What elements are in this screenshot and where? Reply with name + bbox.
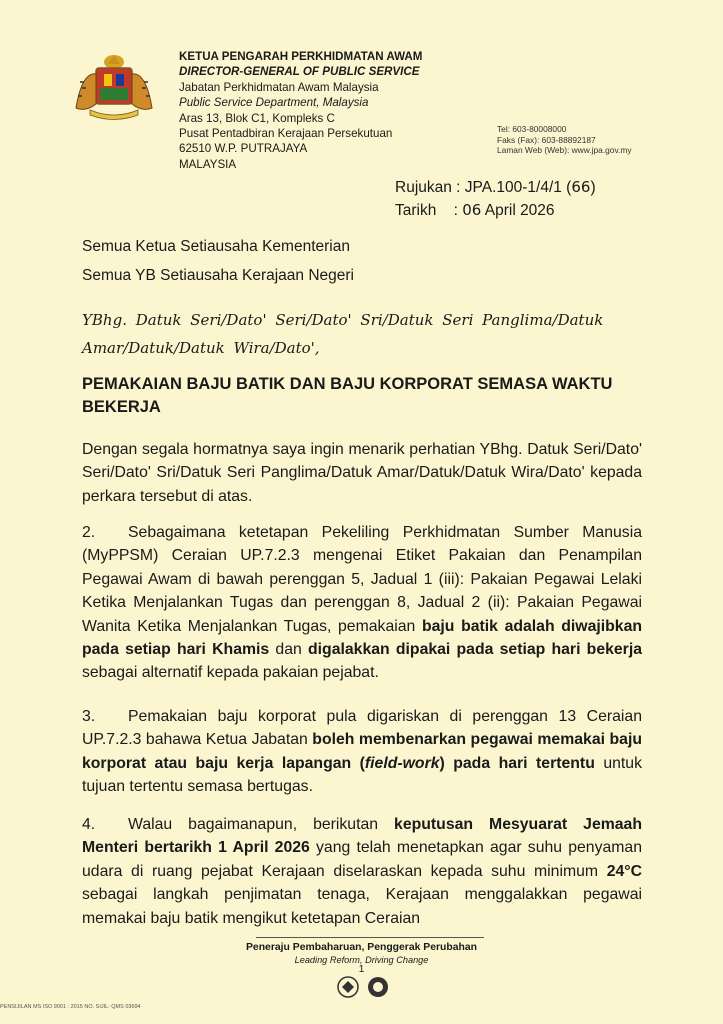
paragraph-1: Dengan segala hormatnya saya ingin menarik perhatian YBhg. Datuk Seri/Dato' Seri/Dato' Sri/Datuk Seri Panglima/Datuk Amar/Datuk/Datuk Wira/Dato' kepada perkara tersebut di atas. (82, 441, 642, 505)
paragraph-text: yang telah menetapkan agar suhu penyaman udara di ruang pejabat Kerajaan diselaraskan kepada suhu minimum (82, 839, 643, 880)
paragraph-text: Pemakaian baju korporat pula digariskan di perenggan 13 Ceraian UP.7.2.3 bahawa Ketua Jabatan (82, 708, 642, 749)
certification-logos (318, 972, 408, 1002)
recipient: Semua Ketua Setiausaha Kementerian (82, 238, 350, 255)
subject-heading: PEMAKAIAN BAJU BATIK DAN BAJU KORPORAT SEMASA WAKTU BEKERJA (82, 375, 613, 416)
bold-text: boleh membenarkan pegawai memakai baju korporat atau baju kerja lapangan ( (82, 731, 642, 772)
paragraph-3 (82, 705, 642, 799)
date-day: 06 (462, 201, 482, 219)
paragraph-number: 3. (82, 708, 96, 725)
contact-info (497, 124, 632, 156)
bold-text: 24°C (606, 862, 642, 880)
letterhead-dept-en: Public Service Department, Malaysia (179, 96, 369, 110)
salutation: YBhg. Datuk Seri/Dato' Seri/Dato' Sri/Datuk Seri Panglima/Datuk Amar/Datuk/Datuk Wira/Dato', (82, 311, 604, 357)
paragraph-text: sebagai langkah penjimatan tenaga, Kerajaan menggalakkan pegawai memakai baju batik mengikut ketetapan Ceraian (82, 886, 642, 927)
paragraph-number: 2. (82, 524, 96, 541)
reference-line (395, 176, 596, 199)
bold-text: digalakkan dipakai pada setiap hari bekerja (308, 641, 643, 659)
paragraph-text: dan (269, 641, 309, 659)
reference-close: ) (590, 179, 596, 196)
page-number: 1 (358, 964, 365, 975)
date-rest: April 2026 (484, 202, 555, 219)
letterhead (179, 49, 422, 172)
paragraph-text: untuk tujuan tertentu semasa bertugas. (82, 754, 642, 796)
footer-divider (256, 937, 484, 938)
address-line: Pusat Pentadbiran Kerajaan Persekutuan (179, 127, 393, 141)
paragraph-text: Sebagaimana ketetapan Pekeliling Perkhidmatan Sumber Manusia (MyPPSM) Ceraian UP.7.2.3 mengenai Etiket Pakaian dan Penampilan Pegawai Awam di bawah perenggan 5, Jadual 1 (iii): Pakaian Pegawai Lelaki Ketika Menjalankan Tugas dan perenggan 8, Jadual 2 (ii): Pakaian Pegawai Wanita Ketika Menjalankan Tugas, pemakaian (82, 524, 642, 635)
phone: Tel: 603-80008000 (497, 124, 567, 134)
address-line: Aras 13, Blok C1, Kompleks C (179, 111, 335, 125)
bold-text: ) pada hari tertentu (439, 754, 595, 772)
reference-label: Rujukan : JPA.100-1/4/1 ( (395, 179, 572, 196)
paragraph-text: Walau bagaimanapun, berikutan (128, 816, 395, 833)
paragraph-2 (82, 521, 642, 685)
recipient: Semua YB Setiausaha Kerajaan Negeri (82, 267, 354, 284)
date-line (395, 199, 596, 222)
footer-motto-en: Leading Reform, Driving Change (294, 955, 429, 965)
bold-text: baju batik adalah diwajibkan pada setiap hari Khamis (82, 617, 643, 659)
letterhead-title-en: DIRECTOR-GENERAL OF PUBLIC SERVICE (179, 65, 420, 79)
recipients (82, 232, 354, 290)
letterhead-dept: Jabatan Perkhidmatan Awam Malaysia (179, 80, 379, 94)
paragraph-number: 4. (82, 816, 96, 833)
fax: Faks (Fax): 603-88892187 (497, 134, 596, 145)
letterhead-title: KETUA PENGARAH PERKHIDMATAN AWAM (179, 50, 423, 63)
coat-of-arms-logo (68, 52, 160, 122)
website: Laman Web (Web): www.jpa.gov.my (497, 145, 632, 156)
date-label: Tarikh : (395, 202, 458, 219)
bold-italic-text: field-work (364, 754, 440, 772)
certification-text: PENSIJILAN MS ISO 9001 : 2015 NO. SIJIL: QMS 03694 (0, 1004, 141, 1010)
address-line: MALAYSIA (179, 157, 237, 171)
paragraph-text: sebagai alternatif kepada pakaian pejabat. (82, 664, 379, 682)
paragraph-4 (82, 813, 642, 930)
address-line: 62510 W.P. PUTRAJAYA (179, 142, 308, 156)
footer-motto: Peneraju Pembaharuan, Penggerak Perubahan (246, 942, 477, 953)
reference-number: 66 (571, 178, 591, 196)
reference-block (395, 176, 596, 222)
bold-text: keputusan Mesyuarat Jemaah Menteri bertarikh 1 April 2026 (82, 816, 642, 857)
